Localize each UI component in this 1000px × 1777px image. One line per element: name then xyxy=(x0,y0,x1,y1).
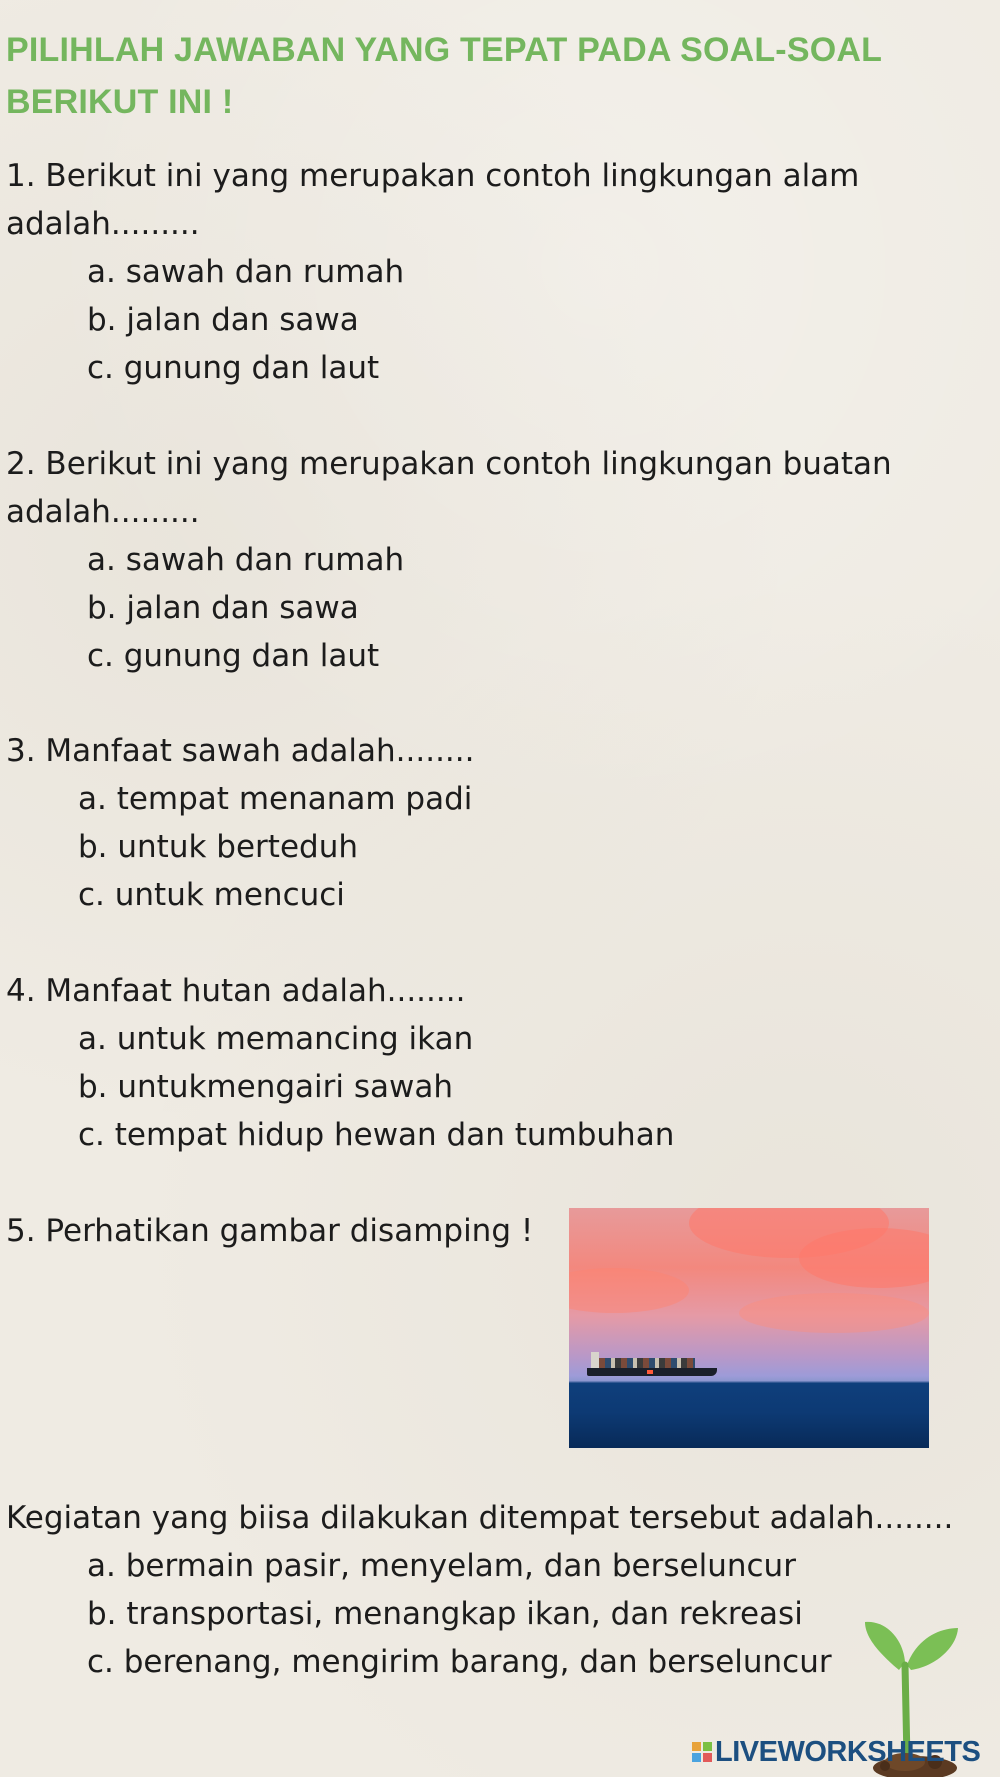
question-5-stem: 5. Perhatikan gambar disamping ! xyxy=(6,1213,534,1249)
question-3 xyxy=(6,727,996,919)
question-5 xyxy=(6,1207,566,1255)
question-5-option-b[interactable]: b. transportasi, menangkap ikan, dan rekreasi xyxy=(87,1596,803,1632)
question-2-option-a[interactable]: a. sawah dan rumah xyxy=(87,542,405,578)
question-2-stem: 2. Berikut ini yang merupakan contoh lingkungan buatan adalah......... xyxy=(6,446,892,530)
question-2 xyxy=(6,440,996,680)
question-5-option-a[interactable]: a. bermain pasir, menyelam, dan berseluncur xyxy=(87,1548,796,1584)
question-4-stem: 4. Manfaat hutan adalah........ xyxy=(6,973,466,1009)
question-1-option-a[interactable]: a. sawah dan rumah xyxy=(87,254,405,290)
question-4 xyxy=(6,967,996,1159)
question-2-option-b[interactable]: b. jalan dan sawa xyxy=(87,590,359,626)
liveworksheets-logo[interactable] xyxy=(692,1736,980,1768)
question-1-option-c[interactable]: c. gunung dan laut xyxy=(87,350,380,386)
liveworksheets-logo-text: LIVEWORKSHEETS xyxy=(715,1736,981,1768)
question-3-stem: 3. Manfaat sawah adalah........ xyxy=(6,733,475,769)
question-3-option-a[interactable]: a. tempat menanam padi xyxy=(78,781,473,817)
page-title: PILIHLAH JAWABAN YANG TEPAT PADA SOAL-SOAL BERIKUT INI ! xyxy=(6,31,882,121)
question-4-option-b[interactable]: b. untukmengairi sawah xyxy=(78,1069,453,1105)
ship-bridge xyxy=(591,1352,599,1369)
question-4-option-a[interactable]: a. untuk memancing ikan xyxy=(78,1021,474,1057)
question-3-option-c[interactable]: c. untuk mencuci xyxy=(78,877,345,913)
ship-light xyxy=(647,1370,653,1374)
question-5-followup xyxy=(6,1494,1000,1686)
sea-ship-photo xyxy=(569,1208,929,1448)
question-5-option-c[interactable]: c. berenang, mengirim barang, dan berseluncur xyxy=(87,1644,832,1680)
question-2-option-c[interactable]: c. gunung dan laut xyxy=(87,638,380,674)
question-4-option-c[interactable]: c. tempat hidup hewan dan tumbuhan xyxy=(78,1117,675,1153)
question-1-stem: 1. Berikut ini yang merupakan contoh lingkungan alam adalah......... xyxy=(6,158,860,242)
question-1-option-b[interactable]: b. jalan dan sawa xyxy=(87,302,359,338)
question-3-option-b[interactable]: b. untuk berteduh xyxy=(78,829,358,865)
liveworksheets-logo-icon xyxy=(692,1742,712,1762)
question-1 xyxy=(6,152,996,392)
question-5-followup-stem: Kegiatan yang biisa dilakukan ditempat tersebut adalah........ xyxy=(6,1500,954,1536)
